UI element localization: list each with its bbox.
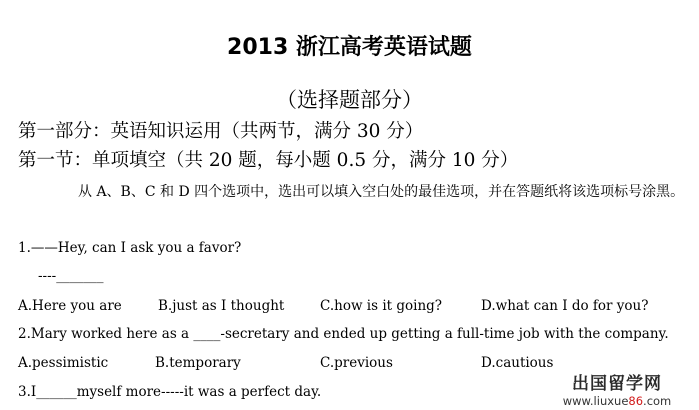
question-1-stem: 1.——Hey, can I ask you a favor? (18, 240, 242, 256)
question-3-stem: 3.I______myself more-----it was a perfect day. (18, 384, 322, 400)
watermark-logo-text: 出国留学网 (572, 374, 662, 394)
question-2-stem: 2.Mary worked here as a ____-secretary and ended up getting a full-time job with the company. (18, 326, 669, 342)
instructions-block (18, 179, 692, 206)
question-1-option-c: C.how is it going? (320, 298, 443, 314)
instructions-text: 从 A、B、C 和 D 四个选项中，选出可以填入空白处的最佳选项，并在答题纸将该选项标号涂黑。 (78, 184, 685, 200)
page-subtitle: （选择题部分） (276, 88, 423, 112)
question-1-option-d: D.what can I do for you? (481, 298, 649, 314)
question-1-option-a: A.Here you are (18, 298, 122, 314)
question-1-response: ----_______ (38, 268, 104, 284)
watermark-url-suffix: .com (643, 394, 672, 408)
watermark-url-accent: 86 (628, 394, 644, 408)
watermark-url (538, 394, 696, 408)
site-watermark (538, 374, 696, 410)
question-2-option-d: D.cautious (481, 355, 554, 371)
question-2-option-a: A.pessimistic (18, 355, 109, 371)
question-2-option-c: C.previous (320, 355, 393, 371)
section-heading: 第一节：单项填空（共 20 题，每小题 0.5 分，满分 10 分） (18, 150, 519, 171)
part-heading: 第一部分：英语知识运用（共两节，满分 30 分） (18, 121, 424, 142)
page-title: 2013 浙江高考英语试题 (227, 35, 472, 60)
question-2-option-b: B.temporary (155, 355, 241, 371)
watermark-url-prefix: www.liuxue (562, 394, 629, 408)
question-1-option-b: B.just as I thought (158, 298, 285, 314)
